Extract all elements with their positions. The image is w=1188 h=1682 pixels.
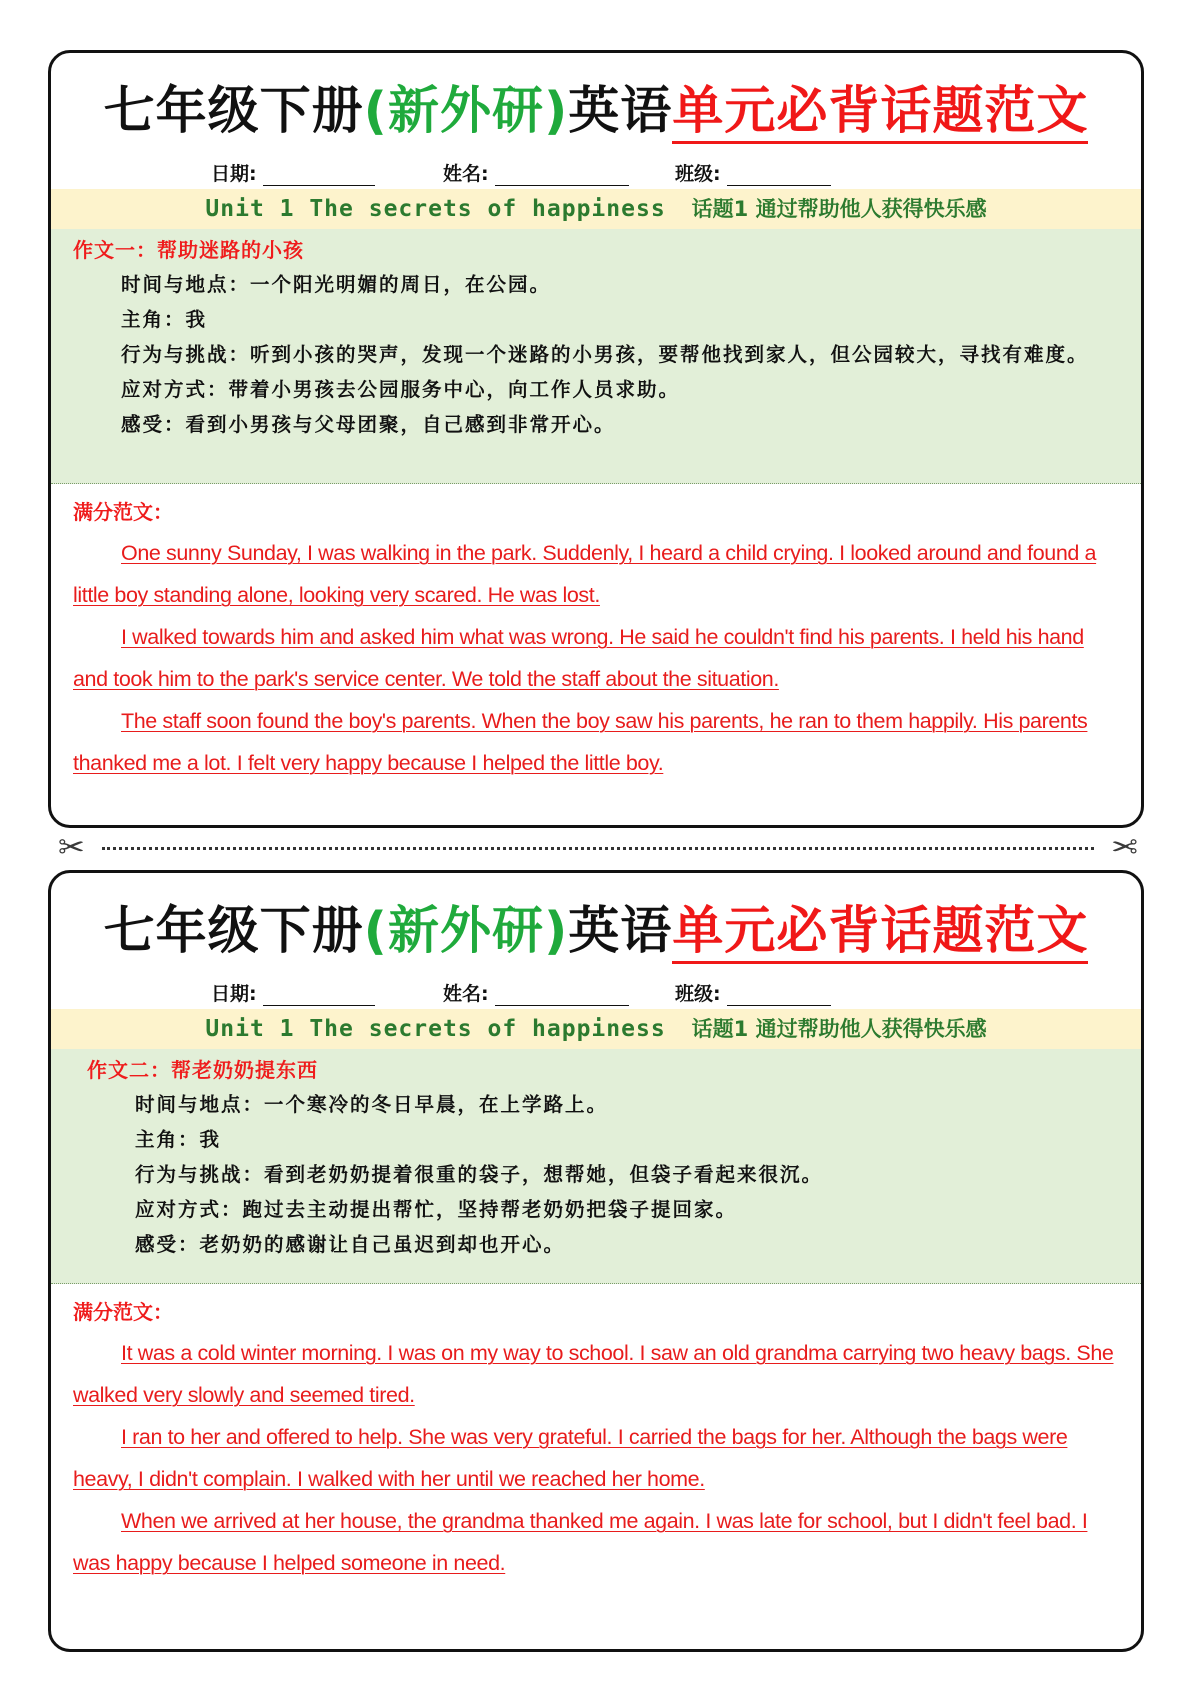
date-blank[interactable] xyxy=(263,165,375,186)
info-row xyxy=(51,145,1141,189)
outline-time-place: 时间与地点：一个寒冷的冬日早晨，在上学路上。 xyxy=(135,1093,609,1116)
date-blank[interactable] xyxy=(263,985,375,1006)
class-label: 班级: xyxy=(675,983,721,1005)
class-blank[interactable] xyxy=(727,985,831,1006)
name-blank[interactable] xyxy=(495,165,629,186)
title-edition: (新外研) xyxy=(363,902,569,961)
unit-title: Unit 1 The secrets of happiness xyxy=(205,1016,666,1042)
name-label: 姓名: xyxy=(443,983,489,1005)
name-blank[interactable] xyxy=(495,985,629,1006)
title-grade: 七年级下册 xyxy=(103,82,364,141)
page-title xyxy=(51,79,1141,145)
scissors-icon: ✂ xyxy=(1111,828,1138,866)
name-field[interactable] xyxy=(443,979,629,1006)
class-field[interactable] xyxy=(675,159,831,186)
class-label: 班级: xyxy=(675,163,721,185)
info-row xyxy=(51,965,1141,1009)
topic-title: 话题1 通过帮助他人获得快乐感 xyxy=(691,197,987,221)
page-title xyxy=(51,899,1141,965)
essay-outline xyxy=(51,229,1141,484)
date-field[interactable] xyxy=(211,979,375,1006)
worksheet-card-1 xyxy=(48,50,1144,828)
outline-time-place: 时间与地点：一个阳光明媚的周日，在公园。 xyxy=(121,273,552,296)
essay-paragraph: One sunny Sunday, I was walking in the park. Suddenly, I heard a child crying. I looked around and found a little boy standing alone, looking very scared. He was lost. xyxy=(73,541,1097,607)
title-grade: 七年级下册 xyxy=(103,902,364,961)
outline-feeling: 感受：老奶奶的感谢让自己虽迟到却也开心。 xyxy=(135,1233,566,1256)
date-field[interactable] xyxy=(211,159,375,186)
model-essay-title: 满分范文： xyxy=(73,1300,173,1324)
outline-title: 作文一：帮助迷路的小孩 xyxy=(73,238,304,262)
title-edition: (新外研) xyxy=(363,82,569,141)
essay-paragraph: I ran to her and offered to help. She was very grateful. I carried the bags for her. Although the bags were heavy, I didn't complain. I walked with her until we reached her home. xyxy=(73,1425,1068,1491)
outline-protagonist: 主角：我 xyxy=(135,1128,222,1151)
date-label: 日期: xyxy=(211,983,257,1005)
model-essay-title: 满分范文： xyxy=(73,500,173,524)
outline-protagonist: 主角：我 xyxy=(121,308,208,331)
essay-paragraph: I walked towards him and asked him what was wrong. He said he couldn't find his parents. I held his hand and took him to the park's service center. We told the staff about the situation. xyxy=(73,625,1084,691)
name-label: 姓名: xyxy=(443,163,489,185)
title-subject: 英语 xyxy=(568,902,673,961)
title-topic: 单元必背话题范文 xyxy=(672,82,1088,144)
outline-feeling: 感受：看到小男孩与父母团聚，自己感到非常开心。 xyxy=(121,413,616,436)
date-label: 日期: xyxy=(211,163,257,185)
dotted-divider xyxy=(102,847,1094,850)
topic-title: 话题1 通过帮助他人获得快乐感 xyxy=(691,1017,987,1041)
class-field[interactable] xyxy=(675,979,831,1006)
class-blank[interactable] xyxy=(727,165,831,186)
essay-paragraph: The staff soon found the boy's parents. When the boy saw his parents, he ran to them happily. His parents thanked me a lot. I felt very happy because I helped the little boy. xyxy=(73,709,1088,775)
name-field[interactable] xyxy=(443,159,629,186)
outline-challenge: 行为与挑战：看到老奶奶提着很重的袋子，想帮她，但袋子看起来很沉。 xyxy=(135,1163,824,1186)
outline-title: 作文二：帮老奶奶提东西 xyxy=(87,1058,318,1082)
outline-response: 应对方式：带着小男孩去公园服务中心，向工作人员求助。 xyxy=(121,378,681,401)
unit-title: Unit 1 The secrets of happiness xyxy=(205,196,666,222)
scissors-icon: ✂ xyxy=(58,828,85,866)
essay-paragraph: It was a cold winter morning. I was on my way to school. I saw an old grandma carrying two heavy bags. She walked very slowly and seemed tired. xyxy=(73,1341,1114,1407)
worksheet-card-2 xyxy=(48,870,1144,1652)
essay-paragraph: When we arrived at her house, the grandma thanked me again. I was late for school, but I didn't feel bad. I was happy because I helped someone in need. xyxy=(73,1509,1088,1575)
title-topic: 单元必背话题范文 xyxy=(672,902,1088,964)
title-subject: 英语 xyxy=(568,82,673,141)
outline-response: 应对方式：跑过去主动提出帮忙，坚持帮老奶奶把袋子提回家。 xyxy=(135,1198,738,1221)
model-essay xyxy=(51,1284,1141,1584)
cut-line xyxy=(58,828,1138,866)
unit-banner xyxy=(51,189,1141,229)
outline-challenge: 行为与挑战：听到小孩的哭声，发现一个迷路的小男孩，要帮他找到家人，但公园较大，寻找有难度。 xyxy=(121,343,1089,366)
essay-outline xyxy=(51,1049,1141,1284)
model-essay xyxy=(51,484,1141,784)
unit-banner xyxy=(51,1009,1141,1049)
